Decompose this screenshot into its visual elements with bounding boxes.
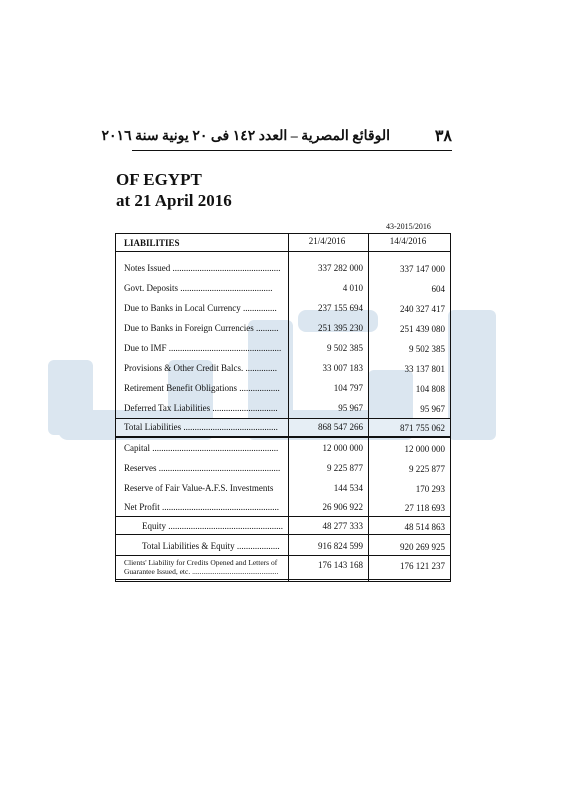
row-value-current: 144 534 — [333, 483, 363, 493]
heading-line2: at 21 April 2016 — [116, 191, 232, 210]
row-value-previous: 33 137 801 — [404, 364, 445, 374]
total-liabilities-label: Total Liabilities .......................................... — [124, 422, 278, 432]
rule-before-total-equity — [116, 534, 450, 535]
rule-before-total — [116, 418, 450, 419]
row-value-previous: 170 293 — [415, 484, 445, 494]
footnote-previous: 176 121 237 — [400, 561, 445, 571]
row-value-previous: 240 327 417 — [400, 304, 445, 314]
row-label: Govt. Deposits ......................................... — [124, 283, 273, 293]
row-value-current: 9 502 385 — [327, 343, 363, 353]
footnote-line1: Clients' Liability for Credits Opened and Letters of — [124, 558, 278, 567]
header-underline — [116, 251, 450, 252]
row-value-previous: 337 147 000 — [400, 264, 445, 274]
row-value-previous: 604 — [431, 284, 445, 294]
row-value-current: 9 225 877 — [327, 463, 363, 473]
footnote-line2: Guarantee Issued, etc. .............................................. — [124, 567, 279, 576]
section-label: LIABILITIES — [124, 238, 180, 248]
rule-before-footnote — [116, 555, 450, 556]
rule-after-total — [116, 436, 450, 438]
row-value-previous: 9 502 385 — [409, 344, 445, 354]
heading-line1: OF EGYPT — [116, 170, 202, 189]
col-divider-2 — [368, 234, 369, 581]
row-value-previous: 95 967 — [420, 404, 445, 414]
equity-label: Equity ................................................... — [142, 521, 283, 531]
total-liabilities-previous: 871 755 062 — [400, 423, 445, 433]
row-value-current: 12 000 000 — [322, 443, 363, 453]
row-label: Reserves ...................................................... — [124, 463, 281, 473]
row-value-current: 237 155 694 — [318, 303, 363, 313]
row-value-current: 251 395 230 — [318, 323, 363, 333]
row-value-current: 26 906 922 — [322, 502, 363, 512]
row-value-current: 104 797 — [333, 383, 363, 393]
reference-number: 43-2015/2016 — [386, 222, 431, 231]
row-value-previous: 27 118 693 — [404, 503, 445, 513]
total-liabilities-equity-previous: 920 269 925 — [400, 542, 445, 552]
row-label: Due to Banks in Local Currency ............... — [124, 303, 277, 313]
row-label: Notes Issued ................................................ — [124, 263, 281, 273]
total-liabilities-equity-label: Total Liabilities & Equity ................... — [142, 541, 280, 551]
row-label: Due to Banks in Foreign Currencies .......... — [124, 323, 279, 333]
col1-header: 21/4/2016 — [308, 236, 346, 246]
page-number: ٣٨ — [434, 128, 452, 145]
row-label: Reserve of Fair Value-A.F.S. Investments — [124, 483, 274, 493]
row-label: Net Profit .................................................... — [124, 502, 279, 512]
row-value-current: 33 007 183 — [322, 363, 363, 373]
gazette-title: الوقائع المصرية – العدد ١٤٢ فى ٢٠ يونية سنة ٢٠١٦ — [101, 129, 390, 144]
row-label: Deferred Tax Liabilities ............................. — [124, 403, 278, 413]
equity-previous: 48 514 863 — [404, 522, 445, 532]
footnote-current: 176 143 168 — [318, 560, 363, 570]
row-value-current: 337 282 000 — [318, 263, 363, 273]
row-value-previous: 251 439 080 — [400, 324, 445, 334]
page-header — [101, 124, 452, 148]
liabilities-table — [115, 233, 451, 582]
row-value-previous: 9 225 877 — [409, 464, 445, 474]
row-label: Due to IMF .................................................. — [124, 343, 282, 353]
row-label: Capital ........................................................ — [124, 443, 279, 453]
equity-current: 48 277 333 — [322, 521, 363, 531]
row-value-current: 4 010 — [342, 283, 363, 293]
row-value-previous: 104 808 — [415, 384, 445, 394]
row-label: Retirement Benefit Obligations .................. — [124, 383, 280, 393]
rule-bottom — [116, 579, 450, 580]
row-label: Provisions & Other Credit Balcs. .............. — [124, 363, 277, 373]
total-liabilities-equity-current: 916 824 599 — [318, 541, 363, 551]
rule-before-equity — [116, 516, 450, 517]
header-rule — [132, 150, 452, 151]
col2-header: 14/4/2016 — [389, 236, 427, 246]
total-liabilities-current: 868 547 266 — [318, 422, 363, 432]
row-value-previous: 12 000 000 — [404, 444, 445, 454]
row-value-current: 95 967 — [338, 403, 363, 413]
